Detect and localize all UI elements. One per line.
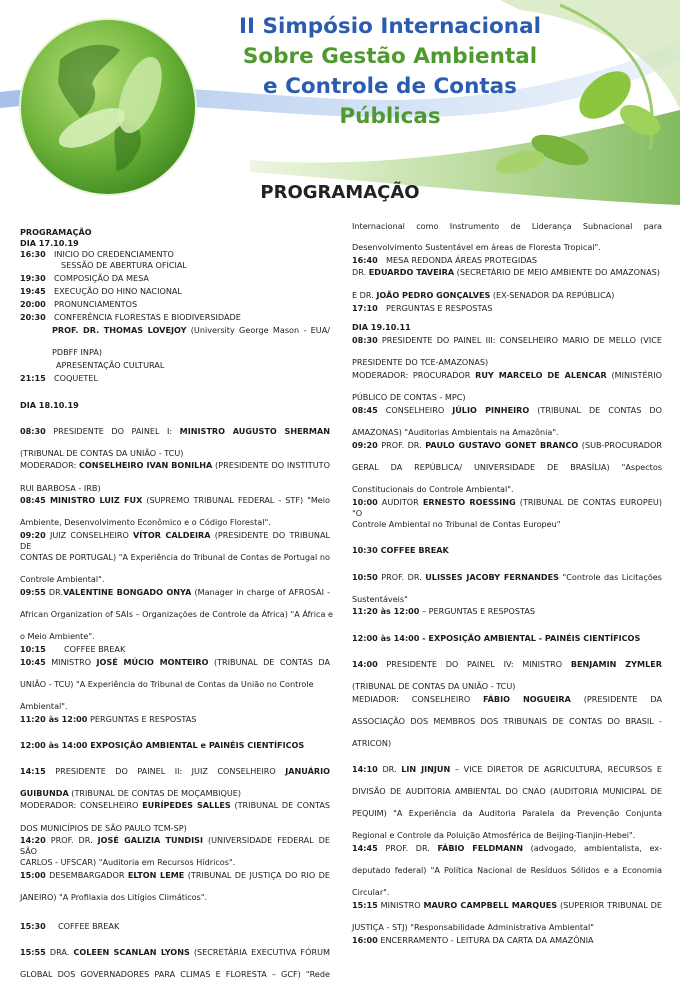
program-text-bold: 10:50 [352,572,378,582]
program-text-bold: JANUÁRIO [285,766,330,776]
program-text: PÚBLICO DE CONTAS - MPC) [352,392,466,402]
program-text: CONFERÊNCIA FLORESTAS E BIODIVERSIDADE [54,312,241,322]
program-text: Controle Ambiental". [20,574,105,584]
program-text: (TRIBUNAL DE CONTAS DA UNIÃO - TCU) [352,681,516,691]
program-text-bold: PAULO GUSTAVO GONET BRANCO [425,440,579,450]
program-text-bold: 11:20 às 12:00 [352,606,420,616]
title-line-1: II Simpósio Internacional [239,14,541,39]
program-text: GERAL DA REPÚBLICA/ UNIVERSIDADE DE BRASÍLIA) "Aspectos [352,462,662,472]
program-text: SESSÃO DE ABERTURA OFICIAL [61,260,187,270]
program-text-bold: EDUARDO TAVEIRA [368,267,455,277]
program-text-bold: ELTON LEME [127,870,185,880]
program-text-bold: VALENTINE BONGADO ONYA [63,587,192,597]
program-text: – PERGUNTAS E RESPOSTAS [419,606,536,616]
program-line [20,249,330,260]
program-text: PROF. DR. [45,835,98,845]
program-line [20,921,330,932]
program-text-bold: 16:00 [352,935,378,945]
program-line [352,484,662,495]
program-text: MEDIADOR: CONSELHEIRO [352,694,484,704]
program-line [352,694,662,705]
program-text: (TRIBUNAL DE CONTAS EUROPEU) "O [352,497,662,518]
program-text: (PRESIDENTE DO INSTITUTO [212,460,330,470]
program-text-bold: VÍTOR CALDEIRA [133,530,211,540]
program-text: DESEMBARGADOR [45,870,128,880]
program-text-bold: 14:00 [352,659,378,669]
program-text: CONTAS DE PORTUGAL) "A Experiência do Tribunal de Contas de Portugal no [20,552,330,562]
program-text: MINISTRO [377,900,424,910]
program-text-bold: DIA 19.10.11 [352,322,411,332]
program-text-bold: CONSELHEIRO IVAN BONILHA [78,460,213,470]
program-text: Circular". [352,887,390,897]
program-line [352,255,662,266]
program-text: Constitucionais do Controle Ambiental". [352,484,514,494]
program-line [352,843,662,854]
program-text: (University George Mason - EUA/ [186,325,330,335]
program-text-bold: JÚLIO PINHEIRO [452,405,530,415]
program-line [352,887,662,898]
program-text: RUI BARBOSA - IRB) [20,483,101,493]
program-text-bold: JOSÉ MÚCIO MONTEIRO [96,657,209,667]
program-text: (PRESIDENTE DO TRIBUNAL DE [20,530,330,551]
program-text: (EX-SENADOR DA REPÚBLICA) [490,290,615,300]
program-text: (advogado, ambientalista, ex- [523,843,662,853]
program-text: (TRIBUNAL DE CONTAS [230,800,331,810]
program-line [20,714,330,725]
program-line [352,606,662,617]
program-text: (TRIBUNAL DE CONTAS DE MOÇAMBIQUE) [68,788,242,798]
program-text: Sustentáveis" [352,594,408,604]
program-text: PRESIDENTE DO PAINEL IV: MINISTRO [377,659,571,669]
program-text-bold: FÁBIO FELDMANN [437,843,524,853]
globe-icon [20,19,196,195]
program-text-bold: ERNESTO ROESSING [422,497,516,507]
program-text-bold: JOSÉ GALIZIA TUNDISI [97,835,203,845]
page-subtitle: PROGRAMAÇÃO [260,182,420,203]
program-text: ATRICON) [352,738,392,748]
program-text: PDBFF INPA) [52,347,103,357]
program-line [352,290,662,301]
program-text: (SUB-PROCURADOR [578,440,662,450]
program-text: JUSTIÇA - STJ) "Responsabilidade Administrativa Ambiental" [352,922,594,932]
program-line [352,594,662,605]
program-text: Ambiente, Desenvolvimento Econômico e o Código Florestal". [20,517,271,527]
program-text: deputado federal) "A Política Nacional de Resíduos Sólidos e a Economia [352,865,662,875]
program-text: PRONUNCIAMENTOS [54,299,138,309]
program-text: COQUETEL [54,373,98,383]
program-text-bold: PROF. DR. THOMAS LOVEJOY [52,325,187,335]
program-line [352,865,662,876]
program-line [20,312,330,323]
program-line [20,299,330,310]
program-text-bold: 20:00 [20,299,46,309]
program-line [352,659,662,670]
program-line [52,325,330,336]
program-text-bold: 14:45 [352,843,378,853]
program-text: PRESIDENTE DO PAINEL III: CONSELHEIRO MARIO DE MELLO (VICE [377,335,662,345]
program-text-bold: 09:20 [352,440,378,450]
program-text: DR. [45,587,64,597]
program-line [20,552,330,563]
program-line [352,633,662,644]
program-line [352,242,662,253]
program-text: COFFEE BREAK [58,921,120,931]
program-text: MINISTRO [45,657,97,667]
program-line [52,347,330,358]
program-line [20,800,330,811]
program-text-bold: DIA 18.10.19 [20,400,79,410]
program-line [20,631,330,642]
program-text: PERGUNTAS E RESPOSTAS [87,714,197,724]
program-line [20,679,330,690]
program-text-bold: 12:00 às 14:00 EXPOSIÇÃO AMBIENTAL e PAINÉIS CIENTÍFICOS [20,740,305,750]
program-text: PRESIDENTE DO PAINEL I: [45,426,180,436]
program-text: DR. [377,764,402,774]
program-text: Controle Ambiental no Tribunal de Contas Europeu" [352,519,561,529]
program-text-bold: COLEEN SCANLAN LYONS [73,947,190,957]
program-text-bold: 12:00 às 14:00 - EXPOSIÇÃO AMBIENTAL - PAINÉIS CIENTÍFICOS [352,633,641,643]
program-line [20,587,330,598]
program-line [20,857,330,868]
program-text: MODERADOR: [20,460,79,470]
program-text-bold: DIA 17.10.19 [20,238,79,248]
program-line [20,740,330,751]
program-line [20,273,330,284]
program-line [20,835,330,857]
program-line [20,701,330,712]
program-text-bold: GUIBUNDA [20,788,69,798]
program-text: (TRIBUNAL DE JUSTIÇA DO RIO DE [184,870,331,880]
program-line [20,574,330,585]
program-line [20,227,330,238]
program-text-bold: 19:30 [20,273,46,283]
program-text: (MINISTÉRIO [606,370,662,380]
program-line [20,969,330,980]
program-text: PRESIDENTE DO TCE-AMAZONAS) [352,357,489,367]
program-text: Internacional como Instrumento de Liderança Subnacional para [352,221,662,231]
program-line [20,788,330,799]
program-text: PROF. DR. [377,843,438,853]
program-line [20,657,330,668]
program-text-bold: 16:40 [352,255,378,265]
program-text: African Organization of SAIs – Organizações de Controle da África) "A África e [20,609,333,619]
program-line [352,900,662,911]
title-line-3: e Controle de Contas [263,74,517,99]
program-line [352,786,662,797]
program-text: APRESENTAÇÃO CULTURAL [56,360,165,370]
program-text: COMPOSIÇÃO DA MESA [54,273,149,283]
program-line [352,716,662,727]
program-line [20,766,330,777]
program-text: (SECRETÁRIO DE MEIO AMBIENTE DO AMAZONAS) [454,267,660,277]
program-text-bold: 19:45 [20,286,46,296]
program-line [352,370,662,381]
program-line [352,392,662,403]
program-line [352,922,662,933]
program-line [20,947,330,958]
program-line [352,357,662,368]
program-text: – VICE DIRETOR DE AGRICULTURA, RECURSOS E [450,764,662,774]
program-line [20,400,330,411]
program-text: PRESIDENTE DO PAINEL II: JUIZ CONSELHEIRO [45,766,286,776]
program-text: PROF. DR. [377,572,426,582]
program-text-bold: 14:15 [20,766,46,776]
program-line [352,427,662,438]
program-text-bold: 21:15 [20,373,46,383]
program-text: AUDITOR [377,497,423,507]
program-text: PROF. DR. [377,440,426,450]
program-line [20,517,330,528]
program-line [20,495,330,506]
program-line [20,644,330,655]
title-line-4: Públicas [339,104,441,129]
program-text-bold: 15:15 [352,900,378,910]
program-text: UNIÃO - TCU) "A Experiência do Tribunal de Contas da União no Controle [20,679,314,689]
program-line [352,545,662,556]
program-text: MODERADOR: CONSELHEIRO [20,800,143,810]
program-line [352,681,662,692]
program-line [352,440,662,451]
program-text-bold: JOÃO PEDRO GONÇALVES [376,290,491,300]
program-text: (PRESIDENTE DA [570,694,662,704]
program-text: E DR. [352,290,377,300]
program-text: COFFEE BREAK [64,644,126,654]
program-line [20,286,330,297]
program-line [352,267,662,278]
program-text-bold: 16:30 [20,249,46,259]
program-text-bold: 10:00 [352,497,378,507]
symposium-title [205,12,575,132]
program-text: (SECRETÁRIA EXECUTIVA FÓRUM [189,947,330,957]
program-text-bold: 20:30 [20,312,46,322]
program-line [20,460,330,471]
program-text-bold: 15:00 [20,870,46,880]
program-line [352,462,662,473]
program-line [352,303,662,314]
program-text: (SUPERIOR TRIBUNAL DE [557,900,662,910]
program-text: MODERADOR: PROCURADOR [352,370,476,380]
program-text: DOS MUNICÍPIOS DE SÃO PAULO TCM-SP) [20,823,187,833]
program-text: INICIO DO CREDENCIAMENTO [54,249,174,259]
program-line [352,335,662,346]
program-text-bold: 09:20 [20,530,46,540]
header-banner [0,0,680,208]
program-text: ASSOCIAÇÃO DOS MEMBROS DOS TRIBUNAIS DE CONTAS DO BRASIL - [352,716,662,726]
program-line [20,238,330,249]
program-line [352,572,662,583]
program-line [20,483,330,494]
program-text-bold: FÁBIO NOGUEIRA [483,694,571,704]
program-text: (UNIVERSIDADE FEDERAL DE SÃO [20,835,330,856]
program-text: JUIZ CONSELHEIRO [45,530,134,540]
program-text: MESA REDONDA ÁREAS PROTEGIDAS [386,255,537,265]
program-text: JANEIRO) "A Profilaxia dos Litígios Climáticos". [20,892,208,902]
program-line [352,764,662,775]
program-text-bold: 10:15 [20,644,46,654]
program-text: PEQUIM) "A Experiência da Auditoria Paralela da Prevenção Conjunta [352,808,662,818]
program-line [20,448,330,459]
program-text: DRA. [45,947,74,957]
program-line [20,530,330,552]
program-text-bold: 08:30 [352,335,378,345]
program-text-bold: 14:20 [20,835,46,845]
title-line-2: Sobre Gestão Ambiental [242,44,538,69]
program-text: o Meio Ambiente". [20,631,95,641]
program-text-bold: 10:30 COFFEE BREAK [352,545,449,555]
program-line [20,426,330,437]
program-text: DIVISÃO DE AUDITORIA AMBIENTAL DO CNAO (AUDITORIA MUNICIPAL DE [352,786,662,796]
program-text: (TRIBUNAL DE CONTAS DA [208,657,330,667]
program-text: Desenvolvimento Sustentável em áreas de Floresta Tropical". [352,242,601,252]
program-line [20,609,333,620]
program-text-bold: 09:55 [20,587,46,597]
program-text: EXECUÇÃO DO HINO NACIONAL [54,286,182,296]
program-text: (TRIBUNAL DE CONTAS DA UNIÃO - TCU) [20,448,184,458]
program-line [20,892,330,903]
program-text: Ambiental". [20,701,68,711]
program-text: (TRIBUNAL DE CONTAS DO [529,405,662,415]
program-text: CARLOS - UFSCAR) "Auditoria em Recursos Hídricos". [20,857,236,867]
program-text-bold: 08:30 [20,426,46,436]
program-line [352,935,662,946]
program-text-bold: LIN JINJUN [401,764,451,774]
program-text: PERGUNTAS E RESPOSTAS [386,303,493,313]
program-text-bold: ULISSES JACOBY FERNANDES [425,572,559,582]
program-text: GLOBAL DOS GOVERNADORES PARA CLIMAS E FLORESTA – GCF) "Rede [20,969,330,979]
program-text-bold: 11:20 às 12:00 [20,714,88,724]
program-text: (Manager in charge of AFROSAI - [191,587,331,597]
program-text: DR. [352,267,369,277]
program-text-bold: MAURO CAMPBELL MARQUES [423,900,558,910]
program-text: Regional e Controle da Poluição Atmosférica de Beijing-Tianjin-Hebei". [352,830,636,840]
program-text: "Controle das Licitações [559,572,662,582]
program-line [352,405,662,416]
program-text-bold: 08:45 MINISTRO LUIZ FUX [20,495,143,505]
program-text-bold: 10:45 [20,657,46,667]
program-line [352,221,662,232]
program-line [352,322,662,333]
program-line [352,497,662,519]
program-text: ENCERRAMENTO - LEITURA DA CARTA DA AMAZÔNIA [377,935,594,945]
program-line [352,830,662,841]
program-text-bold: PROGRAMAÇÃO [20,227,92,237]
program-text: CONSELHEIRO [377,405,453,415]
program-line [352,808,662,819]
program-text: AMAZONAS) "Auditorias Ambientais na Amazônia". [352,427,559,437]
program-line [352,738,662,749]
program-text-bold: RUY MARCELO DE ALENCAR [475,370,607,380]
program-line [352,519,662,530]
program-text-bold: 15:30 [20,921,46,931]
program-line [20,823,330,834]
program-text-bold: 17:10 [352,303,378,313]
program-text: (SUPREMO TRIBUNAL FEDERAL - STF) "Meio [142,495,330,505]
program-text-bold: 08:45 [352,405,378,415]
program-text-bold: 15:55 [20,947,46,957]
program-text-bold: MINISTRO AUGUSTO SHERMAN [179,426,330,436]
program-line [20,373,330,384]
program-text-bold: EURÍPEDES SALLES [142,800,231,810]
program-line [20,870,330,881]
program-text-bold: 14:10 [352,764,378,774]
program-text-bold: BENJAMIN ZYMLER [570,659,663,669]
